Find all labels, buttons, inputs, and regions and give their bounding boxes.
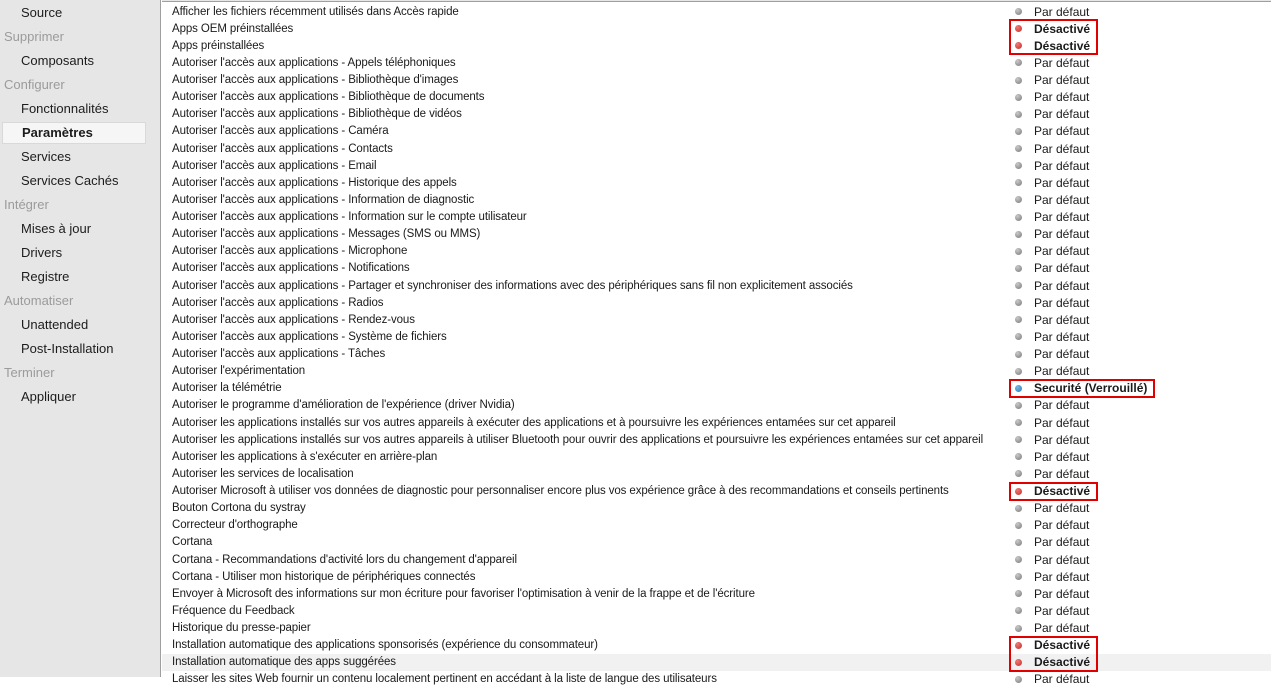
disabled-status-dot-icon (1015, 488, 1022, 495)
status-text: Securité (Verrouillé) (1034, 381, 1148, 396)
sidebar-item-post-installation[interactable]: Post-Installation (21, 341, 114, 356)
setting-row[interactable] (162, 534, 1271, 551)
default-status-dot-icon (1015, 59, 1022, 66)
default-status-dot-icon (1015, 299, 1022, 306)
setting-status[interactable] (1015, 551, 1089, 568)
status-text: Par défaut (1034, 73, 1090, 88)
default-status-dot-icon (1015, 402, 1022, 409)
setting-row[interactable] (162, 568, 1271, 585)
status-text: Par défaut (1034, 192, 1090, 207)
settings-panel (162, 0, 1271, 687)
default-status-dot-icon (1015, 179, 1022, 186)
sidebar-item-services[interactable]: Services (21, 149, 71, 164)
setting-label: Autoriser les applications installés sur vos autres appareils à exécuter des applications et à poursuivre les expériences entamées sur cet appareil (172, 416, 896, 429)
status-text: Par défaut (1034, 432, 1090, 447)
default-status-dot-icon (1015, 316, 1022, 323)
setting-row[interactable] (162, 20, 1271, 37)
default-status-dot-icon (1015, 282, 1022, 289)
setting-row[interactable] (162, 328, 1271, 345)
setting-status[interactable] (1015, 414, 1089, 431)
setting-status[interactable] (1015, 89, 1089, 106)
sidebar-item-fonctionnalites[interactable]: Fonctionnalités (21, 101, 109, 116)
default-status-dot-icon (1015, 8, 1022, 15)
status-text: Par défaut (1034, 295, 1090, 310)
default-status-dot-icon (1015, 368, 1022, 375)
setting-label: Historique du presse-papier (172, 622, 311, 635)
disabled-status-dot-icon (1015, 42, 1022, 49)
setting-label: Autoriser Microsoft à utiliser vos données de diagnostic pour personnaliser encore plus vos expérience grâce à des recommandations et conseils pertinents (172, 485, 949, 498)
setting-row[interactable] (162, 654, 1271, 671)
sidebar-item-appliquer[interactable]: Appliquer (21, 389, 76, 404)
default-status-dot-icon (1015, 214, 1022, 221)
setting-label: Afficher les fichiers récemment utilisés dans Accès rapide (172, 5, 459, 18)
setting-label: Autoriser l'accès aux applications - Historique des appels (172, 176, 457, 189)
setting-row[interactable] (162, 89, 1271, 106)
setting-status[interactable] (1015, 54, 1089, 71)
setting-row[interactable] (162, 431, 1271, 448)
status-text: Désactivé (1034, 655, 1091, 670)
setting-status[interactable] (1015, 671, 1089, 688)
setting-row[interactable] (162, 551, 1271, 568)
status-text: Par défaut (1034, 227, 1090, 242)
setting-status[interactable] (1015, 534, 1089, 551)
setting-label: Autoriser l'accès aux applications - Bibliothèque d'images (172, 74, 459, 87)
sidebar-item-mises-a-jour[interactable]: Mises à jour (21, 221, 92, 236)
status-text: Désactivé (1034, 484, 1091, 499)
default-status-dot-icon (1015, 590, 1022, 597)
setting-row[interactable] (162, 465, 1271, 482)
setting-row[interactable] (162, 243, 1271, 260)
setting-status[interactable] (1015, 654, 1090, 671)
setting-status[interactable] (1015, 174, 1089, 191)
status-text: Par défaut (1034, 90, 1090, 105)
setting-row[interactable] (162, 397, 1271, 414)
setting-row[interactable] (162, 72, 1271, 89)
status-text: Désactivé (1034, 38, 1091, 53)
default-status-dot-icon (1015, 522, 1022, 529)
setting-label: Cortana - Utiliser mon historique de périphériques connectés (172, 570, 476, 583)
setting-status[interactable] (1015, 191, 1089, 208)
sidebar-section-terminer: Terminer (4, 365, 55, 380)
default-status-dot-icon (1015, 453, 1022, 460)
sidebar-item-registre[interactable]: Registre (21, 269, 70, 284)
security-status-dot-icon (1015, 385, 1022, 392)
status-text: Par défaut (1034, 261, 1090, 276)
setting-row[interactable] (162, 226, 1271, 243)
status-text: Par défaut (1034, 107, 1090, 122)
disabled-status-dot-icon (1015, 642, 1022, 649)
setting-label: Autoriser le programme d'amélioration de l'expérience (driver Nvidia) (172, 399, 515, 412)
default-status-dot-icon (1015, 556, 1022, 563)
setting-status[interactable] (1015, 637, 1090, 654)
default-status-dot-icon (1015, 419, 1022, 426)
setting-status[interactable] (1015, 311, 1089, 328)
default-status-dot-icon (1015, 145, 1022, 152)
setting-row[interactable] (162, 448, 1271, 465)
setting-status[interactable] (1015, 431, 1089, 448)
setting-label: Autoriser l'accès aux applications - Information sur le compte utilisateur (172, 211, 527, 224)
setting-row[interactable] (162, 54, 1271, 71)
setting-row[interactable] (162, 483, 1271, 500)
setting-label: Autoriser l'accès aux applications - Tâches (172, 348, 386, 361)
setting-status[interactable] (1015, 380, 1147, 397)
setting-label: Laisser les sites Web fournir un contenu localement pertinent en accédant à la liste de langue des utilisateurs (172, 673, 717, 686)
sidebar-item-composants[interactable]: Composants (21, 53, 94, 68)
sidebar-section-automatiser: Automatiser (4, 293, 74, 308)
setting-label: Autoriser l'accès aux applications - Radios (172, 296, 384, 309)
setting-status[interactable] (1015, 106, 1089, 123)
status-text: Par défaut (1034, 518, 1090, 533)
default-status-dot-icon (1015, 333, 1022, 340)
setting-row[interactable] (162, 500, 1271, 517)
setting-label: Correcteur d'orthographe (172, 519, 298, 532)
setting-label: Autoriser la télémétrie (172, 382, 282, 395)
status-text: Désactivé (1034, 21, 1091, 36)
setting-row[interactable] (162, 517, 1271, 534)
setting-status[interactable] (1015, 37, 1090, 54)
default-status-dot-icon (1015, 436, 1022, 443)
setting-label: Fréquence du Feedback (172, 604, 295, 617)
setting-label: Autoriser l'accès aux applications - Système de fichiers (172, 330, 447, 343)
setting-row[interactable] (162, 346, 1271, 363)
setting-status[interactable] (1015, 226, 1089, 243)
setting-label: Autoriser l'accès aux applications - Bibliothèque de vidéos (172, 108, 462, 121)
setting-label: Autoriser les applications installés sur vos autres appareils à utiliser Bluetooth pour ouvrir des applications et poursuivre les expériences entamées sur cet appareil (172, 433, 984, 446)
setting-status[interactable] (1015, 465, 1089, 482)
setting-row[interactable] (162, 106, 1271, 123)
sidebar-item-services-caches[interactable]: Services Cachés (21, 173, 119, 188)
setting-row[interactable] (162, 671, 1271, 688)
setting-label: Autoriser l'accès aux applications - Email (172, 159, 377, 172)
default-status-dot-icon (1015, 470, 1022, 477)
setting-status[interactable] (1015, 260, 1089, 277)
default-status-dot-icon (1015, 505, 1022, 512)
status-text: Par défaut (1034, 449, 1090, 464)
setting-status[interactable] (1015, 568, 1089, 585)
setting-label: Envoyer à Microsoft des informations sur mon écriture pour favoriser l'optimisation à venir de la frappe et de l'écriture (172, 587, 755, 600)
status-text: Par défaut (1034, 278, 1090, 293)
status-text: Par défaut (1034, 586, 1090, 601)
setting-status[interactable] (1015, 346, 1089, 363)
sidebar (0, 0, 161, 677)
sidebar-item-source[interactable]: Source (21, 5, 63, 20)
setting-label: Autoriser l'accès aux applications - Information de diagnostic (172, 193, 475, 206)
setting-row[interactable] (162, 3, 1271, 20)
setting-status[interactable] (1015, 620, 1089, 637)
sidebar-section-supprimer: Supprimer (4, 29, 64, 44)
setting-status[interactable] (1015, 448, 1089, 465)
settings-list (162, 3, 1271, 687)
setting-row[interactable] (162, 380, 1271, 397)
setting-row[interactable] (162, 294, 1271, 311)
setting-label: Autoriser l'accès aux applications - Caméra (172, 125, 389, 138)
setting-label: Autoriser les applications à s'exécuter en arrière-plan (172, 450, 438, 463)
status-text: Par défaut (1034, 158, 1090, 173)
sidebar-item-parametres[interactable]: Paramètres (2, 122, 146, 144)
setting-label: Autoriser l'accès aux applications - Bibliothèque de documents (172, 91, 485, 104)
setting-label: Autoriser l'accès aux applications - Appels téléphoniques (172, 56, 456, 69)
status-text: Par défaut (1034, 569, 1090, 584)
setting-status[interactable] (1015, 243, 1089, 260)
setting-label: Cortana (172, 536, 213, 549)
default-status-dot-icon (1015, 128, 1022, 135)
setting-row[interactable] (162, 637, 1271, 654)
sidebar-item-drivers[interactable]: Drivers (21, 245, 63, 260)
setting-row[interactable] (162, 174, 1271, 191)
status-text: Par défaut (1034, 55, 1090, 70)
default-status-dot-icon (1015, 573, 1022, 580)
default-status-dot-icon (1015, 265, 1022, 272)
setting-label: Autoriser les services de localisation (172, 467, 354, 480)
setting-status[interactable] (1015, 328, 1089, 345)
setting-label: Cortana - Recommandations d'activité lors du changement d'appareil (172, 553, 517, 566)
setting-row[interactable] (162, 140, 1271, 157)
setting-status[interactable] (1015, 157, 1089, 174)
sidebar-section-integrer: Intégrer (4, 197, 49, 212)
setting-label: Installation automatique des apps suggérées (172, 656, 396, 669)
status-text: Par défaut (1034, 124, 1090, 139)
setting-row[interactable] (162, 191, 1271, 208)
list-top-border (162, 0, 1271, 2)
disabled-status-dot-icon (1015, 659, 1022, 666)
setting-status[interactable] (1015, 140, 1089, 157)
setting-status[interactable] (1015, 3, 1089, 20)
setting-row[interactable] (162, 363, 1271, 380)
setting-label: Bouton Cortona du systray (172, 502, 306, 515)
status-text: Par défaut (1034, 312, 1090, 327)
setting-row[interactable] (162, 620, 1271, 637)
setting-label: Autoriser l'accès aux applications - Messages (SMS ou MMS) (172, 228, 481, 241)
setting-row[interactable] (162, 260, 1271, 277)
setting-status[interactable] (1015, 585, 1089, 602)
default-status-dot-icon (1015, 196, 1022, 203)
setting-status[interactable] (1015, 500, 1089, 517)
default-status-dot-icon (1015, 676, 1022, 683)
sidebar-item-unattended[interactable]: Unattended (21, 317, 89, 332)
default-status-dot-icon (1015, 248, 1022, 255)
setting-status[interactable] (1015, 602, 1089, 619)
status-text: Par défaut (1034, 244, 1090, 259)
status-text: Par défaut (1034, 210, 1090, 225)
setting-label: Autoriser l'expérimentation (172, 365, 306, 378)
status-text: Par défaut (1034, 603, 1090, 618)
status-text: Par défaut (1034, 175, 1090, 190)
default-status-dot-icon (1015, 231, 1022, 238)
status-text: Par défaut (1034, 466, 1090, 481)
setting-status[interactable] (1015, 363, 1089, 380)
setting-row[interactable] (162, 414, 1271, 431)
status-text: Par défaut (1034, 501, 1090, 516)
setting-status[interactable] (1015, 72, 1089, 89)
setting-row[interactable] (162, 585, 1271, 602)
setting-row[interactable] (162, 157, 1271, 174)
setting-status[interactable] (1015, 209, 1089, 226)
setting-row[interactable] (162, 311, 1271, 328)
setting-row[interactable] (162, 209, 1271, 226)
default-status-dot-icon (1015, 77, 1022, 84)
status-text: Par défaut (1034, 364, 1090, 379)
setting-row[interactable] (162, 37, 1271, 54)
default-status-dot-icon (1015, 94, 1022, 101)
status-text: Par défaut (1034, 4, 1090, 19)
status-text: Par défaut (1034, 329, 1090, 344)
setting-status[interactable] (1015, 397, 1089, 414)
status-text: Par défaut (1034, 535, 1090, 550)
setting-label: Autoriser l'accès aux applications - Notifications (172, 262, 410, 275)
disabled-status-dot-icon (1015, 25, 1022, 32)
sidebar-section-configurer: Configurer (4, 77, 65, 92)
status-text: Par défaut (1034, 672, 1090, 687)
default-status-dot-icon (1015, 162, 1022, 169)
setting-label: Apps préinstallées (172, 39, 265, 52)
setting-row[interactable] (162, 602, 1271, 619)
setting-label: Autoriser l'accès aux applications - Contacts (172, 142, 393, 155)
setting-label: Autoriser l'accès aux applications - Rendez-vous (172, 313, 415, 326)
default-status-dot-icon (1015, 351, 1022, 358)
setting-status[interactable] (1015, 517, 1089, 534)
status-text: Par défaut (1034, 398, 1090, 413)
setting-label: Installation automatique des applications sponsorisés (expérience du consommateur) (172, 639, 598, 652)
setting-status[interactable] (1015, 277, 1089, 294)
setting-label: Autoriser l'accès aux applications - Partager et synchroniser des informations avec des périphériques sans fil non explicitement associés (172, 279, 853, 292)
status-text: Par défaut (1034, 552, 1090, 567)
default-status-dot-icon (1015, 625, 1022, 632)
status-text: Par défaut (1034, 415, 1090, 430)
setting-label: Autoriser l'accès aux applications - Microphone (172, 245, 408, 258)
setting-status[interactable] (1015, 123, 1089, 140)
default-status-dot-icon (1015, 539, 1022, 546)
status-text: Désactivé (1034, 638, 1091, 653)
default-status-dot-icon (1015, 111, 1022, 118)
status-text: Par défaut (1034, 141, 1090, 156)
setting-label: Apps OEM préinstallées (172, 22, 294, 35)
setting-row[interactable] (162, 277, 1271, 294)
setting-status[interactable] (1015, 294, 1089, 311)
status-text: Par défaut (1034, 347, 1090, 362)
default-status-dot-icon (1015, 607, 1022, 614)
setting-status[interactable] (1015, 20, 1090, 37)
setting-row[interactable] (162, 123, 1271, 140)
setting-status[interactable] (1015, 483, 1090, 500)
status-text: Par défaut (1034, 621, 1090, 636)
